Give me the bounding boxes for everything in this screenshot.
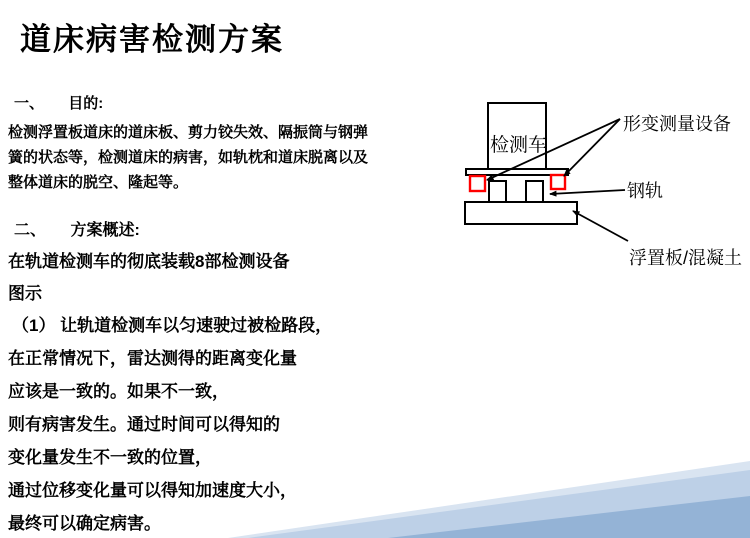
section2-figure-reference: 图示 bbox=[8, 284, 42, 303]
track-bed-diagram bbox=[440, 85, 750, 285]
floating-slab-box bbox=[465, 202, 577, 224]
rail-left bbox=[489, 181, 506, 202]
section1-body-line: 检测浮置板道床的道床板、剪力铰失效、隔振筒与钢弹 bbox=[8, 124, 369, 141]
deformation-sensor-left bbox=[470, 176, 485, 191]
deformation-device-label: 形变测量设备 bbox=[623, 114, 731, 134]
step-line: 应该是一致的。如果不一致， bbox=[8, 382, 229, 401]
section2-intro: 在轨道检测车的彻底装载8部检测设备 bbox=[8, 252, 290, 271]
section1-body-line: 整体道床的脱空、隆起等。 bbox=[8, 174, 189, 191]
section1-heading bbox=[14, 92, 103, 113]
leader-line-sensor-right bbox=[564, 119, 620, 176]
step-line: 最终可以确定病害。 bbox=[8, 514, 161, 533]
step-line: 则有病害发生。通过时间可以得知的 bbox=[8, 415, 280, 434]
leader-line-slab bbox=[573, 211, 628, 241]
deformation-sensor-right bbox=[551, 175, 565, 189]
step-line: 通过位移变化量可以得知加速度大小， bbox=[8, 481, 297, 500]
slide-title: 道床病害检测方案 bbox=[20, 22, 284, 57]
floating-slab-label: 浮置板/混凝土 bbox=[629, 248, 743, 268]
section1-title: 目的: bbox=[68, 95, 104, 112]
step-line: 在正常情况下，雷达测得的距离变化量 bbox=[8, 349, 297, 368]
section1-body bbox=[8, 120, 368, 195]
step-line: 变化量发生不一致的位置， bbox=[8, 448, 212, 467]
section1-number: 一、 bbox=[14, 95, 45, 112]
rail-right bbox=[526, 181, 543, 202]
section1-body-line: 簧的状态等，检测道床的病害，如轨枕和道床脱离以及 bbox=[8, 149, 369, 166]
section2-number: 二、 bbox=[14, 222, 47, 239]
vehicle-label: 检测车 bbox=[490, 135, 548, 156]
leader-line-rail bbox=[550, 190, 625, 194]
bottom-decoration bbox=[0, 440, 750, 538]
section2-heading bbox=[14, 217, 140, 240]
rail-label: 钢轨 bbox=[627, 181, 663, 201]
section2-title: 方案概述: bbox=[70, 222, 140, 239]
step-line: （1） 让轨道检测车以匀速驶过被检路段， bbox=[12, 316, 333, 335]
